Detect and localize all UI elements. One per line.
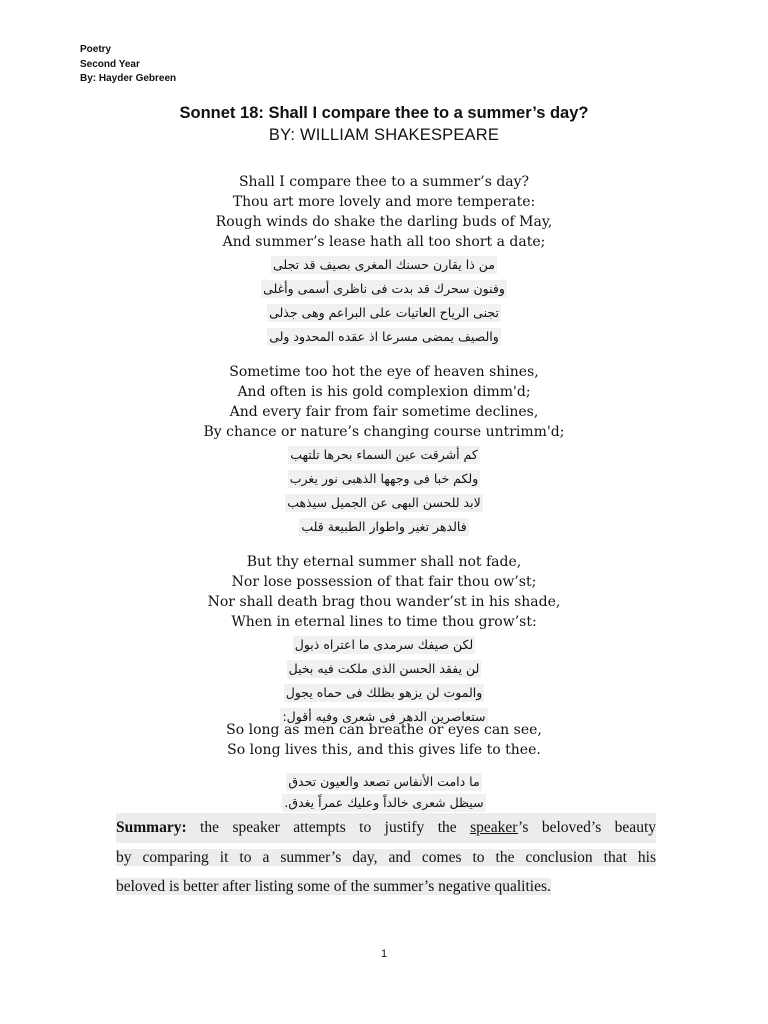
header-year: Second Year bbox=[80, 58, 140, 70]
arabic-text: لابد للحسن البهى عن الجميل سيذهب bbox=[287, 495, 481, 510]
english-line: Sometime too hot the eye of heaven shines, bbox=[229, 364, 539, 380]
stanza-1 bbox=[0, 172, 768, 348]
arabic-line bbox=[0, 680, 768, 704]
summary-line-3 bbox=[116, 872, 656, 902]
english-line: And often is his gold complexion dimm'd; bbox=[237, 384, 531, 400]
english-line: Nor shall death brag thou wander’st in his shade, bbox=[207, 594, 561, 610]
summary-text: beloved is better after listing some of the summer’s negative qualities. bbox=[116, 878, 551, 895]
arabic-line bbox=[0, 276, 768, 300]
summary-underlined-word: speaker bbox=[470, 819, 519, 836]
stanza-2 bbox=[0, 362, 768, 538]
english-line: And every fair from fair sometime declines, bbox=[229, 404, 539, 420]
arabic-line bbox=[0, 300, 768, 324]
stanza-3 bbox=[0, 552, 768, 728]
english-line: So long as men can breathe or eyes can see, bbox=[226, 722, 542, 738]
arabic-text: فالدهر تغير واطوار الطبيعة قلب bbox=[301, 519, 467, 534]
arabic-text: لكن صيفك سرمدى ما اعتراه ذبول bbox=[294, 637, 474, 652]
english-line: So long lives this, and this gives life to thee. bbox=[227, 742, 541, 758]
header-subject: Poetry bbox=[80, 44, 112, 55]
arabic-line bbox=[0, 770, 768, 791]
summary-label: Summary: bbox=[116, 819, 187, 836]
summary-text: the speaker attempts to justify the bbox=[186, 819, 471, 836]
stanza-4 bbox=[0, 720, 768, 812]
arabic-text: والصيف يمضى مسرعا اذ عقده المحدود ولى bbox=[269, 329, 499, 344]
summary-text: ’s beloved’s beauty bbox=[518, 819, 656, 836]
english-line: By chance or nature’s changing course untrimm'd; bbox=[203, 424, 565, 440]
arabic-text: كم أشرقت عين السماء بحرها تلتهب bbox=[290, 447, 478, 462]
arabic-line bbox=[0, 252, 768, 276]
summary-paragraph bbox=[116, 813, 656, 902]
english-line: Nor lose possession of that fair thou ow’st; bbox=[231, 574, 537, 590]
english-line: Thou art more lovely and more temperate: bbox=[232, 194, 536, 210]
summary-line-1 bbox=[116, 813, 656, 843]
arabic-line bbox=[0, 632, 768, 656]
arabic-line bbox=[0, 791, 768, 812]
english-line: But thy eternal summer shall not fade, bbox=[246, 554, 522, 570]
poem-title: Sonnet 18: Shall I compare thee to a summer’s day? bbox=[179, 104, 589, 122]
arabic-line bbox=[0, 656, 768, 680]
arabic-text: ولكم خبا فى وجهها الذهبى نور يغرب bbox=[289, 471, 479, 486]
english-line: When in eternal lines to time thou grow’st: bbox=[231, 614, 537, 630]
summary-line-2 bbox=[116, 843, 656, 873]
arabic-line bbox=[0, 442, 768, 466]
document-header bbox=[80, 43, 176, 87]
arabic-line bbox=[0, 324, 768, 348]
english-line: And summer’s lease hath all too short a date; bbox=[222, 234, 546, 250]
arabic-line bbox=[0, 514, 768, 538]
header-author: By: Hayder Gebreen bbox=[80, 73, 177, 84]
arabic-text: ما دامت الأنفاس تصعد والعيون تحدق bbox=[288, 774, 480, 789]
arabic-text: من ذا يقارن حسنك المغرى بصيف قد تجلى bbox=[273, 257, 495, 272]
arabic-line bbox=[0, 490, 768, 514]
arabic-text: لن يفقد الحسن الذى ملكت فيه بخيل bbox=[288, 661, 480, 676]
english-line: Rough winds do shake the darling buds of May, bbox=[215, 214, 553, 230]
english-line: Shall I compare thee to a summer’s day? bbox=[238, 174, 530, 190]
arabic-text: وفنون سحرك قد بدت فى ناظرى أسمى وأغلى bbox=[263, 281, 505, 296]
arabic-text: والموت لن يزهو بظلك فى حماه يجول bbox=[285, 685, 483, 700]
summary-text: by comparing it to a summer’s day, and comes to the conclusion that his bbox=[116, 848, 656, 866]
arabic-text: سيظل شعرى خالداً وعليك عمراً يغدق. bbox=[284, 795, 484, 810]
page-number: 1 bbox=[380, 948, 388, 960]
poem-byline: BY: WILLIAM SHAKESPEARE bbox=[268, 126, 500, 144]
arabic-line bbox=[0, 466, 768, 490]
arabic-text: تجنى الرياح العاتيات على البراعم وهى جذلى bbox=[269, 305, 499, 320]
arabic-text: ستعاصرين الدهر فى شعرى وفيه أقول: bbox=[282, 709, 486, 724]
